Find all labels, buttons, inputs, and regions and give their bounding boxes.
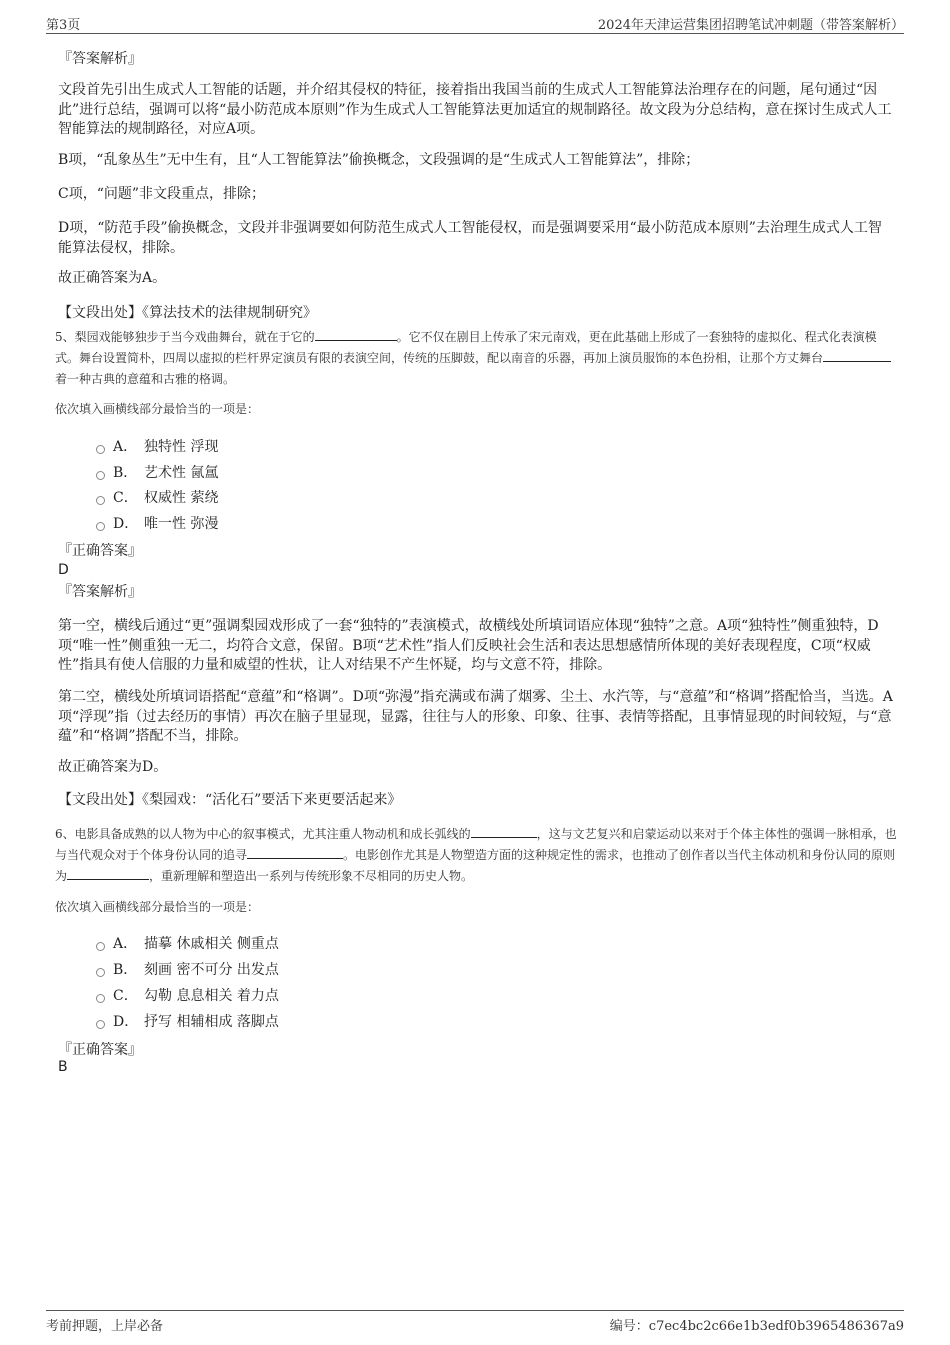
q6-option-c[interactable] — [96, 986, 279, 1006]
q5-option-d[interactable] — [96, 514, 218, 534]
option-text: 独特性 浮现 — [144, 439, 219, 455]
radio-icon[interactable] — [96, 522, 105, 531]
source-citation — [58, 304, 893, 324]
option-text: 权威性 萦绕 — [144, 490, 219, 506]
radio-icon[interactable] — [96, 445, 105, 454]
analysis-title: 『答案解析』 — [58, 584, 142, 600]
q6-option-d[interactable] — [96, 1012, 279, 1032]
option-letter: A． — [113, 936, 138, 952]
option-letter: B． — [113, 962, 138, 978]
question-text: 。电影创作尤其是人物塑造方面的这种规定性的需求，也推动了创作者以当代主体动机和身份认同的原则为 — [55, 848, 896, 883]
option-text: 刻画 密不可分 出发点 — [144, 962, 279, 978]
question-6-text — [55, 824, 900, 887]
footer-slogan: 考前押题，上岸必备 — [46, 1319, 164, 1334]
source-text: 《梨园戏：“活化石”要活下来更要活起来》 — [142, 792, 402, 808]
analysis-paragraph: 第一空，横线后通过“更”强调梨园戏形成了一套“独特的”表演模式，故横线处所填词语应体现“独特”之意。A项“独特性”侧重独特，D项“唯一性”侧重独一无二，均符合文意，保留。B项“艺术性”指人们反映社会生活和表达思想感情所体现的美好表现程度，C项“权威性”指具有使人信服的力量和威望的性状，让人对结果不产生怀疑，均与文意不符，排除。 — [58, 618, 879, 673]
analysis-paragraph: B项，“乱象丛生”无中生有，且“人工智能算法”偷换概念，文段强调的是“生成式人工智能算法”，排除； — [58, 152, 700, 168]
option-text: 勾勒 息息相关 着力点 — [144, 988, 279, 1004]
correct-answer-title: 『正确答案』 — [58, 543, 142, 559]
option-letter: D． — [113, 1014, 139, 1030]
option-text: 抒写 相辅相成 落脚点 — [144, 1014, 279, 1030]
q5-option-a[interactable] — [96, 437, 218, 457]
footer-divider — [46, 1310, 904, 1311]
source-citation — [58, 791, 893, 811]
question-text: ，这与文艺复兴和启蒙运动以来对于个体主体性的强调一脉相承，也与当代观众对于个体身份认同的追寻 — [55, 827, 897, 862]
option-text: 艺术性 氤氲 — [144, 465, 219, 481]
radio-icon[interactable] — [96, 1020, 105, 1029]
q5-option-b[interactable] — [96, 463, 218, 483]
question-text: 5、梨园戏能够独步于当今戏曲舞台，就在于它的 — [55, 330, 315, 344]
option-text: 描摹 休戚相关 侧重点 — [144, 936, 279, 952]
page-number: 第3页 — [46, 18, 81, 33]
analysis-paragraph: C项，“问题”非文段重点，排除； — [58, 186, 266, 202]
radio-icon[interactable] — [96, 968, 105, 977]
option-text: 唯一性 弥漫 — [144, 516, 219, 532]
option-letter: D． — [113, 516, 139, 532]
conclusion: 故正确答案为D。 — [58, 759, 168, 775]
question-text: 6、电影具备成熟的以人物为中心的叙事模式，尤其注重人物动机和成长弧线的 — [55, 827, 471, 841]
question-5-text — [55, 327, 900, 390]
correct-answer-title: 『正确答案』 — [58, 1042, 142, 1058]
q6-option-b[interactable] — [96, 960, 279, 980]
analysis-paragraph: 第二空，横线处所填词语搭配“意蕴”和“格调”。D项“弥漫”指充满或布满了烟雾、尘土、水汽等，与“意蕴”和“格调”搭配恰当，当选。A项“浮现”指（过去经历的事情）再次在脑子里显现，显露，往往与人的形象、印象、往事、表情等搭配，且事情显现的时间较短，与“意蕴”和“格调”搭配不当，排除。 — [58, 689, 893, 744]
radio-icon[interactable] — [96, 471, 105, 480]
option-letter: A． — [113, 439, 138, 455]
option-letter: B． — [113, 465, 138, 481]
answer-blank — [823, 348, 891, 362]
correct-answer: B — [58, 1059, 68, 1075]
analysis-title: 『答案解析』 — [58, 51, 142, 67]
question-prompt: 依次填入画横线部分最恰当的一项是： — [55, 402, 260, 416]
answer-blank — [315, 327, 397, 341]
option-letter: C． — [113, 988, 138, 1004]
radio-icon[interactable] — [96, 942, 105, 951]
analysis-paragraph: D项，“防范手段”偷换概念，文段并非强调要如何防范生成式人工智能侵权，而是强调要采用“最小防范成本原则”去治理生成式人工智能算法侵权，排除。 — [58, 220, 882, 256]
q6-option-a[interactable] — [96, 934, 279, 954]
question-prompt: 依次填入画横线部分最恰当的一项是： — [55, 900, 260, 914]
conclusion: 故正确答案为A。 — [58, 270, 167, 286]
correct-answer: D — [58, 562, 69, 578]
question-text: ，重新理解和塑造出一系列与传统形象不尽相同的历史人物。 — [149, 869, 474, 883]
analysis-paragraph: 文段首先引出生成式人工智能的话题，并介绍其侵权的特征，接着指出我国当前的生成式人工智能算法治理存在的问题，尾句通过“因此”进行总结，强调可以将“最小防范成本原则”作为生成式人工智能算法更加适宜的规制路径。故文段为分总结构，意在探讨生成式人工智能算法的规制路径，对应A项。 — [58, 82, 892, 137]
question-text: 着一种古典的意蕴和古雅的格调。 — [55, 372, 236, 386]
option-letter: C． — [113, 490, 138, 506]
answer-blank — [247, 845, 343, 859]
document-title: 2024年天津运营集团招聘笔试冲刺题（带答案解析） — [597, 18, 904, 33]
header-divider — [46, 33, 904, 34]
answer-blank — [67, 866, 149, 880]
q5-option-c[interactable] — [96, 488, 218, 508]
source-label: 【文段出处】 — [58, 305, 142, 321]
radio-icon[interactable] — [96, 994, 105, 1003]
source-text: 《算法技术的法律规制研究》 — [142, 305, 317, 321]
answer-blank — [471, 824, 537, 838]
document-id: 编号：c7ec4bc2c66e1b3edf0b3965486367a9 — [609, 1319, 904, 1334]
question-text: 。它不仅在剧目上传承了宋元南戏，更在此基础上形成了一套独特的虚拟化、程式化表演模式。舞台设置简朴，四周以虚拟的栏杆界定演员有限的表演空间，传统的压脚鼓，配以南音的乐器，再加上演员服饰的本色扮相，让那个方丈舞台 — [55, 330, 877, 365]
radio-icon[interactable] — [96, 496, 105, 505]
source-label: 【文段出处】 — [58, 792, 142, 808]
